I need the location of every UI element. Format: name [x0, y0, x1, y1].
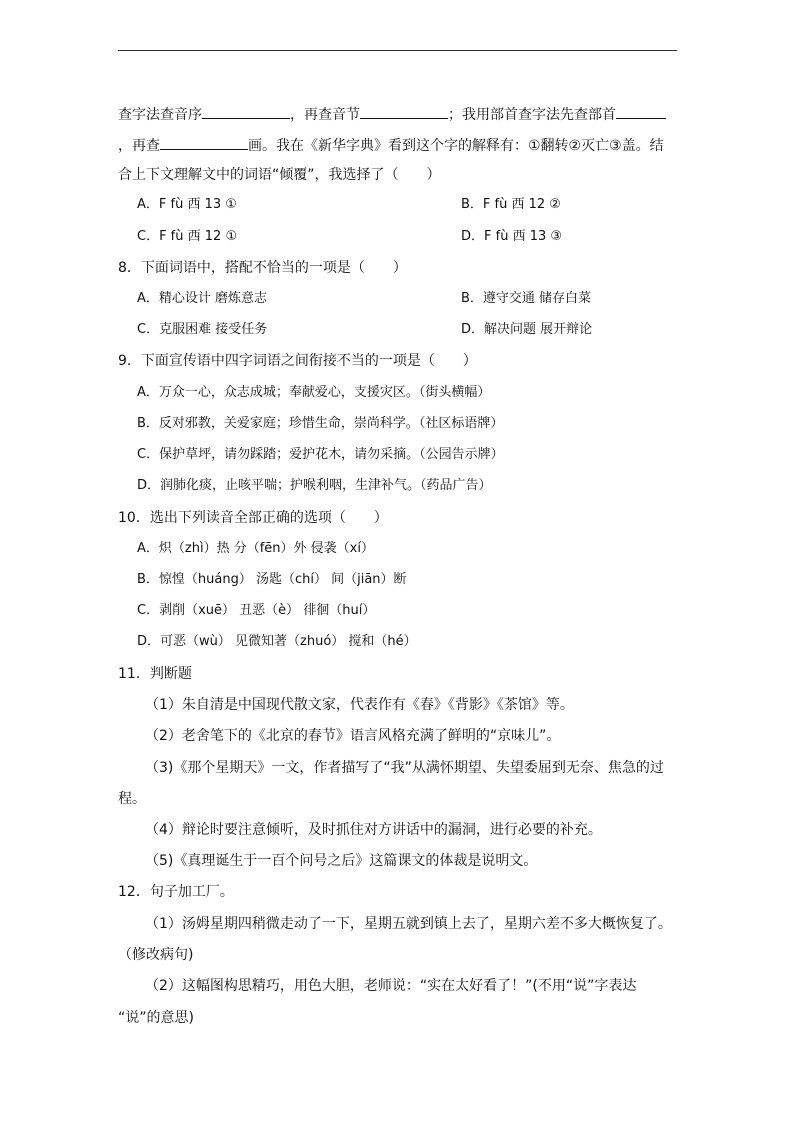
q7-line-2 — [118, 135, 664, 156]
q7-text-1b: ，再查音节 — [290, 107, 360, 123]
q10-option-c[interactable]: C．剥削（xuē） 丑恶（è） 徘徊（huí） — [137, 603, 376, 618]
q9-stem: 9．下面宣传语中四字词语之间衔接不当的一项是（ ） — [118, 353, 477, 369]
q11-item-5: （5)《真理诞生于一百个问号之后》这篇课文的体裁是说明文。 — [145, 853, 538, 869]
q10-option-d[interactable]: D．可恶（wù） 见微知著（zhuó） 搅和（hé） — [137, 634, 417, 649]
q8-option-c[interactable]: C．克服困难 接受任务 — [137, 322, 268, 337]
q7-option-d[interactable]: D．F fù 西 13 ③ — [461, 229, 563, 244]
q9-option-c[interactable]: C．保护草坪，请勿踩踏；爱护花木，请勿采摘。（公园告示牌） — [137, 447, 504, 462]
q11-item-4: （4）辩论时要注意倾听，及时抓住对方讲话中的漏洞，进行必要的补充。 — [145, 822, 602, 838]
q12-item-2-cont: “说”的意思) — [118, 1010, 194, 1026]
q7-option-a[interactable]: A．F fù 西 13 ① — [137, 197, 237, 212]
answer-blank-1[interactable] — [202, 104, 290, 119]
answer-blank-4[interactable] — [160, 135, 248, 150]
q12-item-1: （1）汤姆星期四稍微走动了一下，星期五就到镇上去了，星期六差不多大概恢复了。 — [145, 916, 672, 932]
q10-option-b[interactable]: B．惊惶（huáng） 汤匙（chí） 间（jiān）断 — [137, 572, 407, 587]
q7-option-c[interactable]: C．F fù 西 12 ① — [137, 229, 238, 244]
q7-line-3: 合上下文理解文中的词语“倾覆”，我选择了（ ） — [118, 167, 441, 183]
q11-item-2: （2）老舍笔下的《北京的春节》语言风格充满了鲜明的“京味儿”。 — [145, 728, 561, 744]
q11-item-3: （3)《那个星期天》一文，作者描写了“我”从满怀期望、失望委屈到无奈、焦急的过 — [145, 760, 664, 776]
q8-stem: 8．下面词语中，搭配不恰当的一项是（ ） — [118, 260, 407, 276]
q7-text-2b: 画。我在《新华字典》看到这个字的解释有：①翻转②灭亡③盖。结 — [248, 138, 664, 154]
answer-blank-3[interactable] — [616, 104, 666, 119]
answer-blank-2[interactable] — [360, 104, 448, 119]
q11-stem: 11．判断题 — [118, 666, 192, 682]
q8-option-b[interactable]: B．遵守交通 储存白菜 — [461, 291, 592, 306]
q11-item-3-cont: 程。 — [118, 791, 146, 807]
q11-item-1: （1）朱自清是中国现代散文家，代表作有《春》《背影》《茶馆》等。 — [145, 697, 574, 713]
q9-option-d[interactable]: D．润肺化痰，止咳平喘；护喉利咽，生津补气。（药品广告） — [137, 478, 492, 493]
q8-option-a[interactable]: A．精心设计 磨炼意志 — [137, 291, 268, 306]
q12-item-2: （2）这幅图构思精巧，用色大胆，老师说：“实在太好看了！”(不用“说”字表达 — [145, 978, 637, 994]
q9-option-b[interactable]: B．反对邪教，关爱家庭；珍惜生命，崇尚科学。（社区标语牌） — [137, 416, 504, 431]
q7-line-1 — [118, 104, 666, 125]
q10-option-a[interactable]: A．炽（zhì）热 分（fēn）外 侵袭（xí） — [137, 541, 374, 556]
q7-text-2a: ，再查 — [118, 138, 160, 154]
q7-option-b[interactable]: B．F fù 西 12 ② — [461, 197, 561, 212]
q7-text-1a: 查字法查音序 — [118, 107, 202, 123]
q7-text-1c: ；我用部首查字法先查部首 — [448, 107, 616, 123]
q9-option-a[interactable]: A．万众一心，众志成城；奉献爱心，支援灾区。（街头横幅） — [137, 385, 491, 400]
q12-item-1-cont: （修改病句) — [118, 947, 194, 963]
q10-stem: 10．选出下列读音全部正确的选项（ ） — [118, 510, 388, 526]
header-rule — [118, 50, 677, 51]
q8-option-d[interactable]: D．解决问题 展开辩论 — [461, 322, 593, 337]
q12-stem: 12．句子加工厂。 — [118, 884, 234, 900]
